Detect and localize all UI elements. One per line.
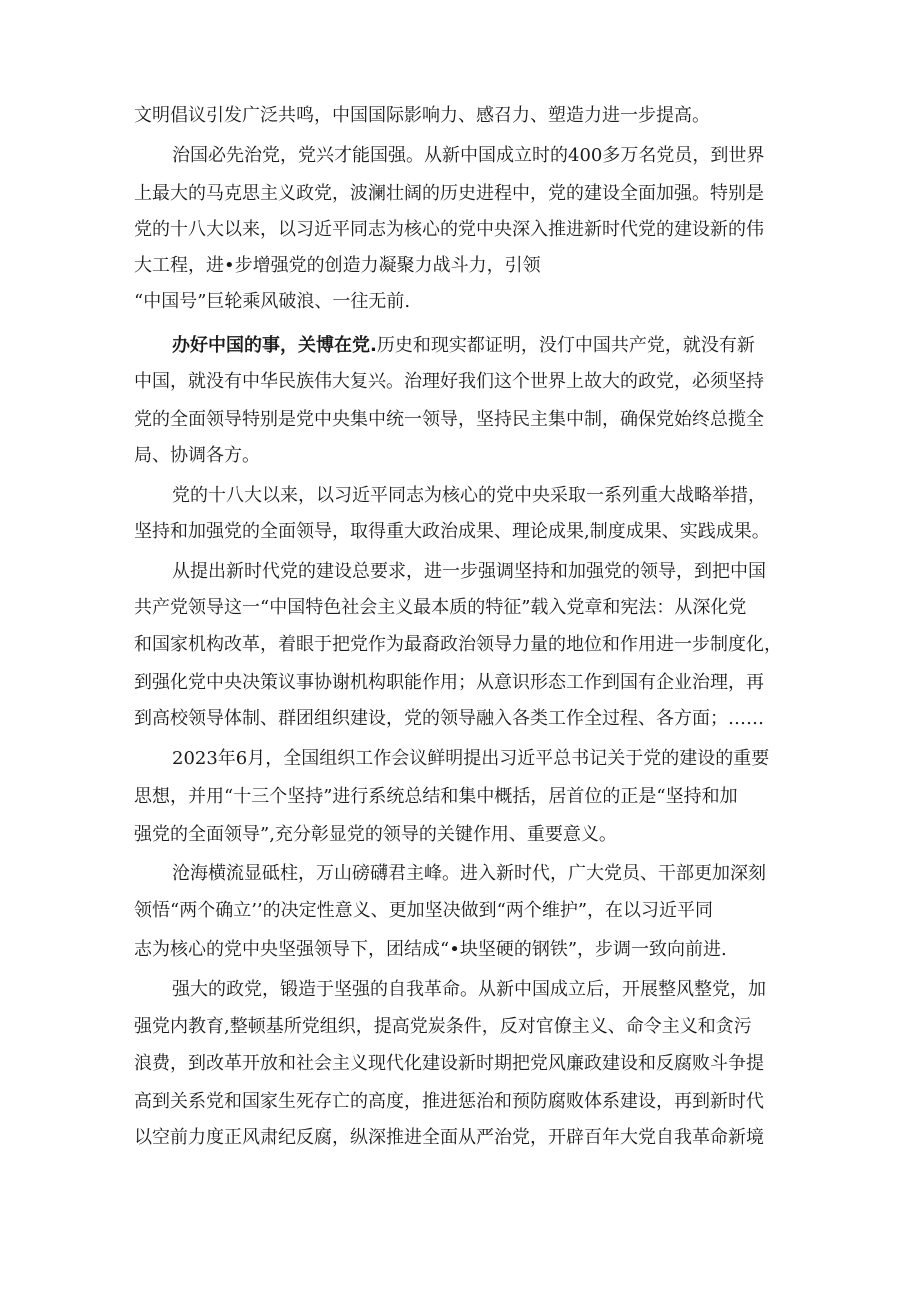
text-line — [134, 444, 794, 468]
text-line-body: 从提出新时代党的建设总要求，进一步强调坚持和加强党的领导，到把中国 — [172, 561, 766, 582]
text-line — [134, 1015, 794, 1039]
text-line-body: 浪费，到改革开放和社会主义现代化建设新时期把党风廉政建设和反腐败斗争提 — [134, 1053, 764, 1074]
text-line — [134, 104, 794, 128]
text-line-body: 高到关系党和国家生死存亡的高度，推进惩治和预防腐败体系建设，再到新时代 — [134, 1091, 764, 1112]
text-line-body: 和国家机构改革，着眼于把党作为最裔政治领导力量的地位和作用进一步制度化， — [134, 634, 782, 655]
text-line — [172, 560, 794, 584]
text-line — [134, 785, 794, 809]
text-line-body: 局、协调各方。 — [134, 445, 260, 466]
text-line-body: 上最大的马克思主义政党，波澜壮阔的历史进程中，党的建设全面加强。特别是 — [134, 183, 764, 204]
text-line-body: 2023年6月，全国组织工作会议鲜明提出习近平总书记关于党的建设的重要 — [172, 748, 770, 769]
text-line-body: 坚持和加强党的全面领导，取得重大政治成果、理论成果,制度成果、实践成果。 — [134, 521, 770, 542]
text-line-body: 强大的政党，锻造于坚强的自我革命。从新中国成立后，开展整风整党，加 — [172, 979, 766, 1000]
text-line — [134, 520, 794, 544]
text-line — [134, 899, 794, 923]
text-line — [172, 144, 794, 168]
text-line-body: 党的十八大以来，以习近平同志为核心的党中央深入推进新时代党的建设新的伟 — [134, 219, 764, 240]
text-line-body: 到强化党中央决策议事协谢机构职能作用；从意识形态工作到国有企业治理，再 — [134, 672, 764, 693]
text-line-body: 思想，并用“十三个坚持”进行系统总结和集中概括，居首位的正是“坚持和加 — [134, 786, 738, 807]
text-line-body: 强党内教育,整顿基所党组织，提高党炭条件，反对官僚主义、命令主义和贪污 — [134, 1016, 752, 1037]
text-line-body: 强党的全面领导”,充分彰显党的领导的关键作用、重要意义。 — [134, 824, 617, 845]
paragraph-lead-bold: 办好中国的事，关博在党. — [172, 335, 377, 356]
text-line-body: 以空前力度正风肃纪反腐，纵深推进全面从严治党，开辟百年大党自我革命新境 — [134, 1127, 764, 1148]
text-line — [134, 707, 794, 731]
text-line — [134, 218, 794, 242]
text-line — [172, 747, 794, 771]
text-line — [172, 484, 794, 508]
text-line — [134, 1126, 794, 1150]
text-line-body: 党的十八大以来，以习近平同志为核心的党中央采取一系列重大战略举措， — [172, 485, 766, 506]
text-line — [134, 370, 794, 394]
text-line — [134, 938, 794, 962]
text-line — [134, 290, 794, 314]
text-line-body: “中国号”巨轮乘风破浪、一往无前. — [134, 291, 411, 312]
text-line-body: 治国必先治党，党兴才能国强。从新中国成立时的400多万名党员，到世界 — [172, 145, 765, 166]
text-line-body: 中国，就没有中华民族伟大复兴。治理好我们这个世界上故大的政党，必须坚持 — [134, 371, 764, 392]
text-line-body: 文明倡议引发广泛共鸣，中国国际影响力、感召力、塑造力进一步提高。 — [134, 105, 710, 126]
text-line — [172, 862, 794, 886]
text-line — [134, 596, 794, 620]
text-line-body: 党的全面领导特别是党中央集中统一领导，坚持民主集中制，确保党始终总揽全 — [134, 409, 764, 430]
text-line-body: 共产党领导这一“中国特色社会主义最本质的特征”载入党章和宪法：从深化党 — [134, 597, 747, 618]
text-line-body: 志为核心的党中央坚强领导下，团结成“•块坚硬的钢铁”，步调一致向前进. — [134, 939, 727, 960]
text-line-body: 沧海横流显砥柱，万山磅礴君主峰。进入新时代，广大党员、干部更加深刻 — [172, 863, 766, 884]
text-line-body: 领悟“两个确立’’的决定性意义、更加坚决做到“两个维护”，在以习近平同 — [134, 900, 714, 921]
text-line-body: 到高校领导体制、群团组织建设，党的领导融入各类工作全过程、各方面；…… — [134, 708, 764, 729]
text-line-body: 历史和现实都证明，没仃中国共产党，就没有新 — [376, 335, 755, 356]
text-line — [134, 408, 794, 432]
text-line — [134, 182, 794, 206]
text-line — [172, 334, 794, 358]
text-line-body: 大工程，进•步增强党的创造力凝聚力战斗力，引领 — [134, 255, 541, 276]
text-line — [134, 671, 794, 695]
text-line — [172, 978, 794, 1002]
text-line — [134, 1052, 794, 1076]
text-line — [134, 823, 794, 847]
text-line — [134, 1090, 794, 1114]
text-line — [134, 254, 794, 278]
text-line — [134, 633, 794, 657]
